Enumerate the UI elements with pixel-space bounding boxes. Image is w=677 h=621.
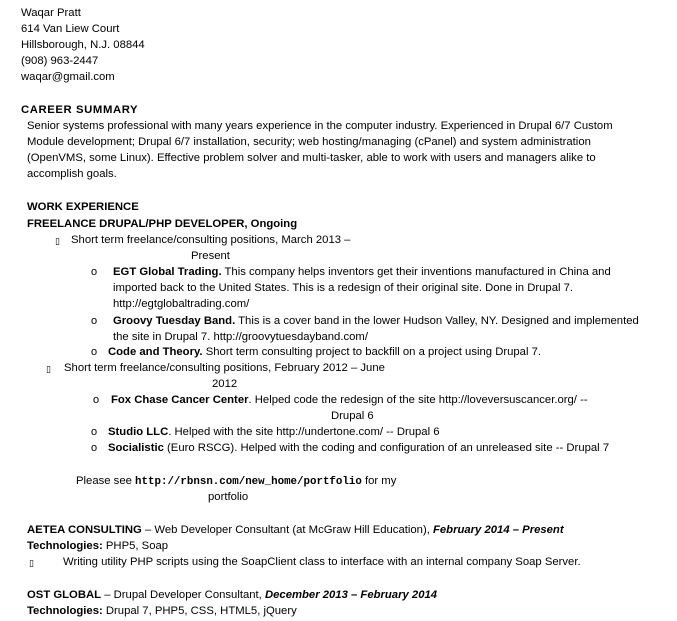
project-egt-line-2: imported back to the United States. This is a redesign of their original site. Done in Drupal 7.	[113, 282, 574, 294]
project-name: Groovy Tuesday Band.	[113, 315, 236, 327]
project-egt-url: http://egtglobaltrading.com/	[113, 298, 250, 310]
job-role: – Web Developer Consultant (at McGraw Hill Education),	[141, 524, 433, 536]
project-desc: This company helps inventors get their inventions manufactured in China and	[221, 266, 611, 278]
address-line-2: Hillsborough, N.J. 08844	[21, 39, 145, 51]
project-desc: (Euro RSCG). Helped with the coding and configuration of an unreleased site -- Drupal 7	[163, 442, 610, 454]
ost-technologies	[27, 603, 297, 619]
email-address: waqar@gmail.com	[21, 71, 115, 83]
project-name: Studio LLC	[108, 426, 169, 438]
square-bullet-icon: ▯	[55, 236, 60, 246]
aetea-technologies	[27, 538, 168, 554]
tech-list: Drupal 7, PHP5, CSS, HTML5, jQuery	[102, 605, 297, 617]
portfolio-prefix: Please see	[76, 475, 136, 487]
tech-list: PHP5, Soap	[102, 540, 169, 552]
freelance-group-2-line-2: 2012	[212, 378, 238, 390]
project-desc: This is a cover band in the lower Hudson Valley, NY. Designed and implemented	[235, 315, 639, 327]
aetea-header	[27, 522, 564, 538]
project-name: Socialistic	[108, 442, 164, 454]
project-name: EGT Global Trading.	[113, 266, 222, 278]
project-groovy-line-2: the site in Drupal 7. http://groovytuesdayband.com/	[113, 331, 368, 343]
tech-label: Technologies:	[27, 540, 103, 552]
freelance-group-1-line-1: Short term freelance/consulting positions, March 2013 –	[71, 234, 351, 246]
project-code-and-theory	[108, 344, 541, 360]
project-desc: Short term consulting project to backfill on a project using Drupal 7.	[202, 346, 542, 358]
project-groovy	[113, 313, 639, 329]
portfolio-line-2: portfolio	[208, 491, 249, 503]
project-name: Code and Theory.	[108, 346, 203, 358]
work-experience-heading: WORK EXPERIENCE	[27, 201, 139, 213]
circle-bullet-icon: o	[91, 426, 98, 438]
circle-bullet-icon: o	[93, 394, 100, 406]
job-role: – Drupal Developer Consultant,	[101, 589, 265, 601]
freelance-group-2-line-1: Short term freelance/consulting positions, February 2012 – June	[64, 362, 385, 374]
job-dates: February 2014 – Present	[432, 524, 564, 536]
circle-bullet-icon: o	[91, 442, 98, 454]
freelance-group-1-line-2: Present	[191, 250, 230, 262]
project-name: Fox Chase Cancer Center	[111, 394, 249, 406]
project-desc: . Helped with the site http://undertone.com/ -- Drupal 6	[168, 426, 440, 438]
summary-line-1: Senior systems professional with many years experience in the computer industry. Experienced in Drupal 6/7 Custom	[27, 120, 613, 132]
project-studio	[108, 424, 440, 440]
circle-bullet-icon: o	[91, 346, 98, 358]
project-egt	[113, 264, 611, 280]
square-bullet-icon: ▯	[29, 558, 34, 568]
project-desc: . Helped code the redesign of the site http://loveversuscancer.org/ --	[248, 394, 588, 406]
address-line-1: 614 Van Liew Court	[21, 23, 120, 35]
summary-line-4: accomplish goals.	[27, 168, 117, 180]
project-fox-chase-line-2: Drupal 6	[331, 410, 374, 422]
portfolio-link[interactable]: http://rbnsn.com/new_home/portfolio	[135, 476, 362, 488]
circle-bullet-icon: o	[91, 266, 98, 278]
company-name: AETEA CONSULTING	[27, 524, 142, 536]
job-dates: December 2013 – February 2014	[264, 589, 438, 601]
aetea-bullet: Writing utility PHP scripts using the SoapClient class to interface with an internal company Soap Server.	[63, 556, 581, 568]
company-name: OST GLOBAL	[27, 589, 102, 601]
portfolio-suffix: for my	[361, 475, 397, 487]
candidate-name: Waqar Pratt	[21, 7, 81, 19]
circle-bullet-icon: o	[91, 315, 98, 327]
summary-line-2: Module development; Drupal 6/7 installation, security; web hosting/managing (cPanel) and system administration	[27, 136, 591, 148]
freelance-title: FREELANCE DRUPAL/PHP DEVELOPER, Ongoing	[27, 218, 298, 230]
square-bullet-icon: ▯	[46, 364, 51, 374]
portfolio-line	[76, 473, 396, 490]
project-socialistic	[108, 440, 609, 456]
phone-number: (908) 963-2447	[21, 55, 99, 67]
ost-header	[27, 587, 437, 603]
project-fox-chase	[111, 392, 588, 408]
tech-label: Technologies:	[27, 605, 103, 617]
career-summary-heading: CAREER SUMMARY	[21, 104, 139, 116]
summary-line-3: (OpenVMS, some Linux). Effective problem solver and multi-tasker, able to work with users and managers alike to	[27, 152, 596, 164]
